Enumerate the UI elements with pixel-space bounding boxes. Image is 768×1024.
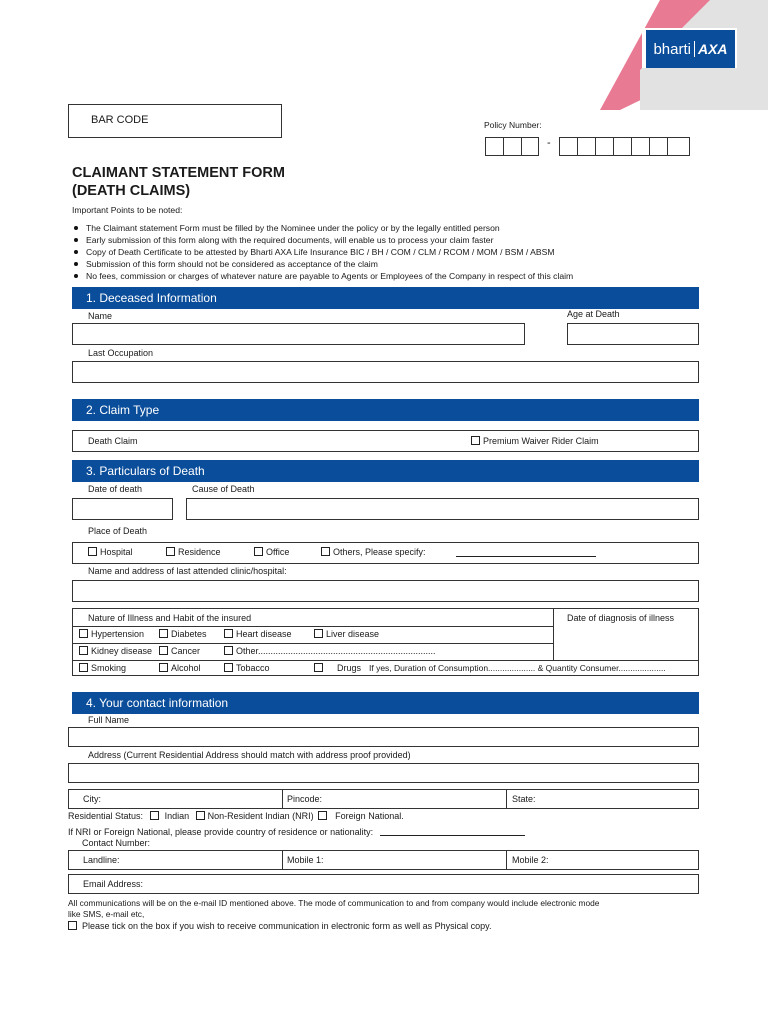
indian-label: Indian [164,811,190,821]
nri-country-row [68,826,525,838]
full-name-label: Full Name [88,715,130,725]
tobacco-label: Tobacco [236,663,270,673]
indian-checkbox[interactable] [150,811,159,820]
address-input[interactable] [68,763,699,783]
note-item: Copy of Death Certificate to be attested by Bharti AXA Life Insurance BIC / BH / COM / CLM / RCOM / MOM / BSM / ABSM [72,246,573,258]
drugs-label: Drugs [337,663,362,673]
others-specify-input[interactable] [456,547,596,557]
pincode-label: Pincode: [287,794,323,804]
city-label: City: [83,794,101,804]
clinic-label: Name and address of last attended clinic/hospital: [88,566,287,576]
residential-status-label: Residential Status: [68,811,144,821]
residence-checkbox[interactable] [166,547,175,556]
drugs-checkbox[interactable] [314,663,323,672]
address-label: Address (Current Residential Address should match with address proof provided) [88,750,411,760]
mobile-2-label: Mobile 2: [512,855,549,865]
others-label: Others, Please specify: [333,547,426,557]
hypertension-label: Hypertension [91,629,145,639]
title-line-1: CLAIMANT STATEMENT FORM [72,165,285,181]
consumption-duration-text: If yes, Duration of Consumption.................... & Quantity Consumer.................... [369,663,666,673]
nri-label: Non-Resident Indian (NRI) [207,811,314,821]
section-4-header: 4. Your contact information [72,692,699,714]
note-item: The Claimant statement Form must be filled by the Nominee under the policy or by the legally entitled person [72,222,573,234]
email-address-input[interactable] [68,874,699,894]
nri-country-input[interactable] [380,826,525,836]
note-item: No fees, commission or charges of whatever nature are payable to Agents or Employees of the Company in respect of this claim [72,270,573,282]
residence-label: Residence [178,547,221,557]
residential-status-row [68,811,404,822]
cancer-checkbox[interactable] [159,646,168,655]
claim-type-row [72,430,699,452]
date-of-death-input[interactable] [72,498,173,520]
cause-of-death-input[interactable] [186,498,699,520]
logo-mark-text: AXA [697,41,728,57]
age-at-death-input[interactable] [567,323,699,345]
notes-list [72,222,573,282]
section-2-header: 2. Claim Type [72,399,699,421]
liver-disease-checkbox[interactable] [314,629,323,638]
illness-habit-label: Nature of Illness and Habit of the insured [88,613,252,623]
electronic-communication-label: Please tick on the box if you wish to receive communication in electronic form as well as Physical copy. [82,921,492,931]
office-label: Office [266,547,290,557]
city-pincode-state-row [68,789,699,809]
other-illness-label: Other....................................................................... [236,646,436,656]
electronic-communication-checkbox[interactable] [68,921,77,930]
communication-note-line-1: All communications will be on the e-mail ID mentioned above. The mode of communication to and from company would include electronic mode [68,898,600,908]
place-of-death-label: Place of Death [88,526,148,536]
section-1-header: 1. Deceased Information [72,287,699,309]
barcode-label: BAR CODE [91,114,149,126]
age-at-death-label: Age at Death [567,309,620,319]
bharti-axa-logo [646,30,735,68]
foreign-national-label: Foreign National. [335,811,404,821]
death-claim-label: Death Claim [88,436,138,446]
policy-dash: - [547,137,551,149]
state-label: State: [512,794,536,804]
barcode-box [68,104,282,138]
diabetes-checkbox[interactable] [159,629,168,638]
page-title [72,164,285,200]
landline-label: Landline: [83,855,120,865]
diagnosis-date-label: Date of diagnosis of illness [567,613,675,623]
premium-waiver-label: Premium Waiver Rider Claim [483,436,599,446]
illness-table [72,608,699,676]
last-occupation-label: Last Occupation [88,348,154,358]
heart-disease-checkbox[interactable] [224,629,233,638]
communication-note-line-2: like SMS, e-mail etc, [68,909,145,919]
note-item: Submission of this form should not be considered as acceptance of the claim [72,258,573,270]
last-occupation-input[interactable] [72,361,699,383]
place-of-death-row [72,542,699,564]
title-line-2: (DEATH CLAIMS) [72,183,191,199]
foreign-national-checkbox[interactable] [318,811,327,820]
tobacco-checkbox[interactable] [224,663,233,672]
premium-waiver-checkbox[interactable] [471,436,480,445]
kidney-disease-checkbox[interactable] [79,646,88,655]
alcohol-checkbox[interactable] [159,663,168,672]
other-illness-checkbox[interactable] [224,646,233,655]
others-checkbox[interactable] [321,547,330,556]
date-of-death-label: Date of death [88,484,143,494]
heart-disease-label: Heart disease [236,629,292,639]
office-checkbox[interactable] [254,547,263,556]
deceased-name-input[interactable] [72,323,525,345]
cause-of-death-label: Cause of Death [192,484,255,494]
alcohol-label: Alcohol [171,663,201,673]
diagnosis-date-input[interactable] [554,626,698,660]
logo-brand-text: bharti [653,40,691,58]
hospital-label: Hospital [100,547,133,557]
email-address-label: Email Address: [83,879,144,889]
smoking-label: Smoking [91,663,127,673]
cancer-label: Cancer [171,646,201,656]
nri-country-label: If NRI or Foreign National, please provide country of residence or nationality: [68,827,374,837]
clinic-address-input[interactable] [72,580,699,602]
hospital-checkbox[interactable] [88,547,97,556]
hypertension-checkbox[interactable] [79,629,88,638]
nri-checkbox[interactable] [196,811,205,820]
phone-numbers-row [68,850,699,870]
contact-number-label: Contact Number: [82,838,151,848]
liver-disease-label: Liver disease [326,629,380,639]
mobile-1-label: Mobile 1: [287,855,324,865]
kidney-disease-label: Kidney disease [91,646,153,656]
section-3-header: 3. Particulars of Death [72,460,699,482]
smoking-checkbox[interactable] [79,663,88,672]
notes-heading: Important Points to be noted: [72,205,183,215]
name-label: Name [88,311,113,321]
full-name-input[interactable] [68,727,699,747]
diabetes-label: Diabetes [171,629,207,639]
policy-number-label: Policy Number: [484,120,542,130]
note-item: Early submission of this form along with the required documents, will enable us to process your claim faster [72,234,573,246]
